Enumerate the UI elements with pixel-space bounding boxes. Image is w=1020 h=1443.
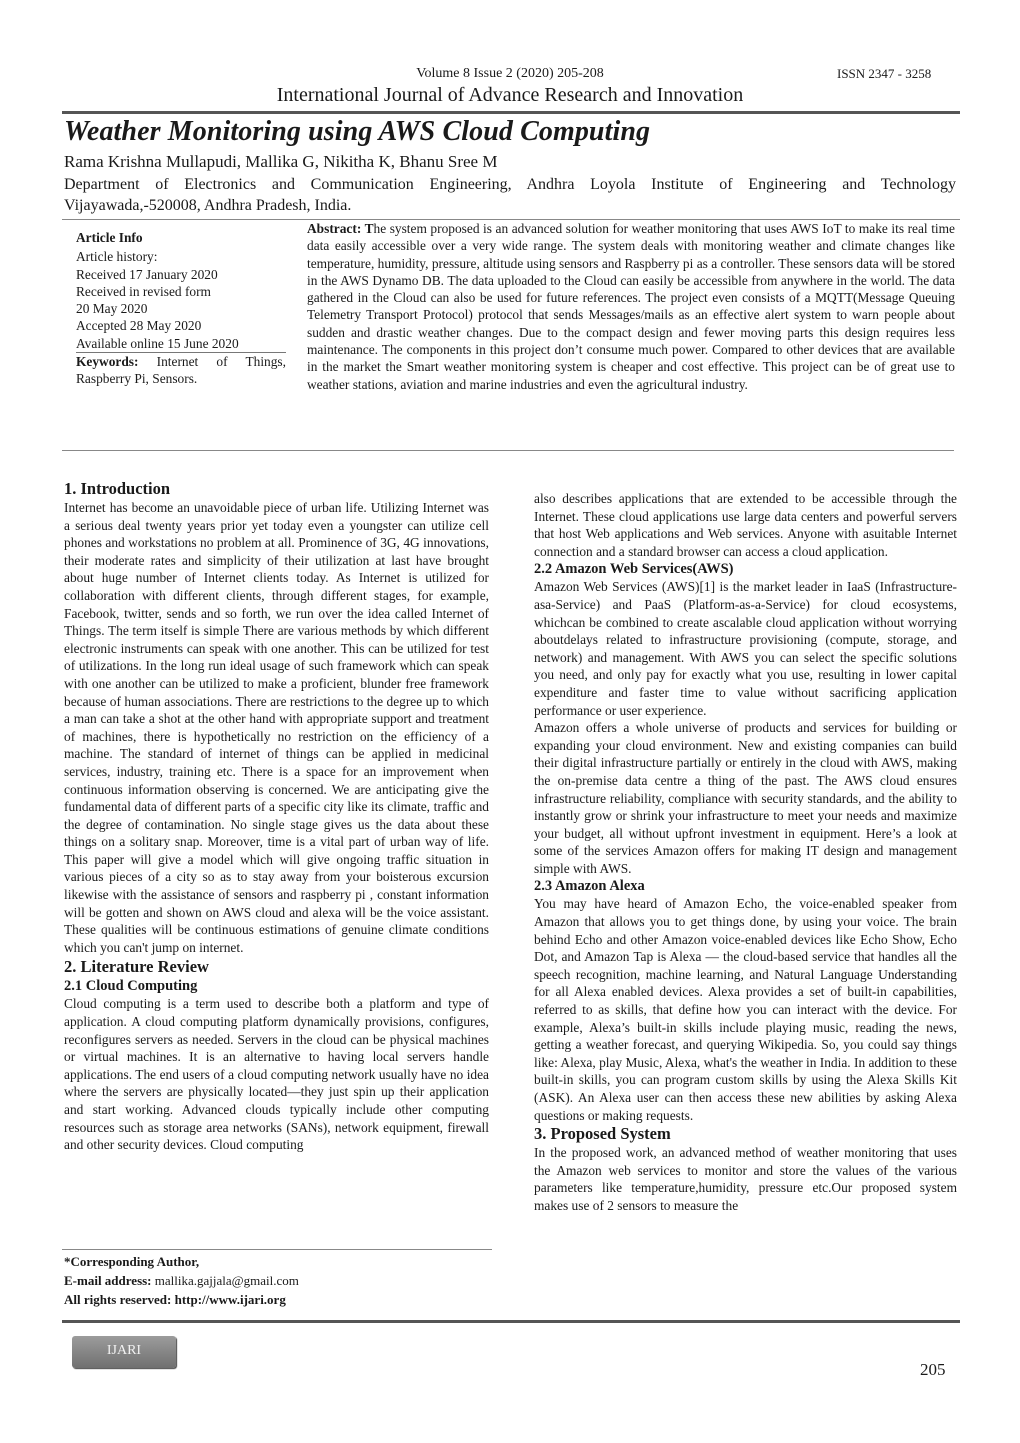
authors: Rama Krishna Mullapudi, Mallika G, Nikitha K, Bhanu Sree M xyxy=(64,152,498,171)
affiliation: Department of Electronics and Communication Engineering, Andhra Loyola Institute of Engineering and Technology Vijayawada,-520008, Andhra Pradesh, India. xyxy=(64,176,956,214)
online-date: Available online 15 June 2020 xyxy=(76,335,286,353)
intro-text: Internet has become an unavoidable piece of urban life. Utilizing Internet was a serious deal twenty years prior yet today even a youngster can utilize cell phones and workstations no problem at all. Prominence of 3G, 4G innovations, their moderate rates and simplicity of their utilization at last have brought about huge number of Internet clients today. As Internet is utilized for collaboration with different clients, through different stages, for example, Facebook, twitter, sends and so forth, we run over the idea called Internet of Things. The term itself is simple There are various methods by which different electronic instruments can speak with one another. This can be utilized for test of utilizations. In the long run ideal usage of such framework which can speak with one another can be utilized to make a proficient, blunder free framework because of human associations. There are restrictions to the degree up to which a man can take a shot at the other hand with appropriate support and treatment of machines, there is hypothetically no restriction on the efficiency of a machine. The standard of internet of things can be applied in medicinal services, industry, training etc. There is a space for an improvement when continuous information observing is concerned. We are anticipating give the fundamental data of different parts of a specific city like its climate, traffic and the degree of contamination. No single stage gives us the data about these things on a solitary snap. Moreover, time is a vital part of urban way of life. This paper will give a model which will give ongoing traffic situation in various pieces of a city so as to stay away from your boisterous excursion likewise with the assistance of sensors and raspberry pi , constant information will be gotten and shown on AWS cloud and alexa will be the voice assistant. These qualities will be continuous estimations of genuine climate conditions which you can't jump on internet. xyxy=(64,500,489,955)
paper-title: Weather Monitoring using AWS Cloud Computing xyxy=(64,116,651,147)
bottom-rule xyxy=(62,1320,960,1323)
rights-label: All rights reserved: xyxy=(64,1292,172,1307)
revised-date: 20 May 2020 xyxy=(76,301,148,317)
lit-review-heading: 2. Literature Review xyxy=(64,957,209,977)
cloud-text-continued: also describes applications that are extended to be accessible through the Internet. These cloud applications use large data centers and powerful servers that host Web applications and Web services. Anyone with asuitable Internet connection and a standard browser can access a cloud application. xyxy=(534,491,957,559)
abstract-text: he system proposed is an advanced solution for weather monitoring that uses AWS IoT to make its real time data easily accessible over a very wide range. The system deals with monitoring weather and climate changes like temperature, humidity, pressure, altitude using sensors and Raspberry pi as a controller. These sensors data will be stored in the AWS Dynamo DB. The data uploaded to the Cloud can easily be accessible from anywhere in the world. The data gathered in the Cloud can also be used for future references. The project even consists of a MQTT(Message Queuing Telemetry Transport Protocol) protocol that sends Messages/mails as an effective alert system to warn people about sudden and drastic weather changes. Due to the compact design and fewer moving parts this design requires less maintenance. The components in this project don’t consume much power. Compared to other devices that are available in the market the Smart weather monitoring system is cheaper and cost effective. This project can be of great use to weather stations, aviation and marine industries and even the agricultural industry. xyxy=(307,221,955,392)
keywords-text: Internet of Things, Raspberry Pi, Sensors. xyxy=(76,354,286,387)
column-left xyxy=(64,479,489,1154)
issn: ISSN 2347 - 3258 xyxy=(837,66,932,81)
cloud-text: Cloud computing is a term used to describe both a platform and type of application. A cloud computing platform dynamically provisions, configures, reconfigures servers as needed. Servers in the cloud can be physical machines or virtual machines. It is an alternative to having local servers handle applications. The end users of a cloud computing network usually have no idea where the servers are physically located—they just spin up their application and start working. Advanced clouds typically include other computing resources such as storage area networks (SANs), network equipment, firewall and other security devices. Cloud computing xyxy=(64,996,489,1153)
alexa-heading: 2.3 Amazon Alexa xyxy=(534,878,645,895)
alexa-text: You may have heard of Amazon Echo, the voice-enabled speaker from Amazon that allows you to get things done, by using your voice. The brain behind Echo and other Amazon voice-enabled devices like Echo Show, Echo Dot, and Amazon Tap is Alexa — the cloud-based service that handles all the speech recognition, machine learning, and Natural Language Understanding for all Alexa enabled devices. Alexa provides a set of built-in capabilities, referred to as skills, that define how you can interact with the device. For example, Alexa’s built-in skills include playing music, reading the news, getting a weather forecast, and querying Wikipedia. So, you could say things like: Alexa, play Music, Alexa, what's the weather in India. In addition to these built-in skills, you can program custom skills by using the Alexa Skills Kit (ASK). An Alexa user can then access these new abilities by asking Alexa questions or making requests. xyxy=(534,896,957,1123)
email-label: E-mail address: xyxy=(64,1273,152,1288)
proposed-text: In the proposed work, an advanced method of weather monitoring that uses the Amazon web services to monitor and store the values of the various parameters like temperature,humidity, pressure etc.Our proposed system makes use of 2 sensors to measure the xyxy=(534,1145,957,1213)
journal-name: International Journal of Advance Research and Innovation xyxy=(276,84,744,106)
email-address[interactable]: mallika.gajjala@gmail.com xyxy=(154,1273,299,1288)
aws-text-1: Amazon Web Services (AWS)[1] is the market leader in IaaS (Infrastructure-asa-Service) and PaaS (Platform-as-a-Service) for cloud ecosystems, whichcan be combined to create ascalable cloud application without worrying aboutdelays related to infrastructure provisioning (compute, storage, and network) and management. With AWS you can select the specific solutions you need, and only pay for exactly what you use, resulting in lower capital expenditure and faster time to value without sacrificing application performance or user experience. xyxy=(534,579,957,718)
history-label: Article history: xyxy=(76,249,158,265)
email-line xyxy=(64,1271,299,1290)
footnote-divider xyxy=(62,1249,492,1250)
corresponding-label: *Corresponding Author, xyxy=(64,1254,200,1269)
proposed-heading: 3. Proposed System xyxy=(534,1124,671,1144)
abstract-label: Abstract: T xyxy=(307,221,374,236)
abstract-divider xyxy=(62,450,954,451)
top-rule xyxy=(62,111,960,114)
page-number: 205 xyxy=(920,1360,946,1379)
revised-label: Received in revised form xyxy=(76,283,211,299)
cloud-heading: 2.1 Cloud Computing xyxy=(64,978,198,995)
abstract xyxy=(307,220,955,393)
column-right xyxy=(534,490,957,1215)
corresponding-info xyxy=(64,1252,299,1309)
article-info-heading: Article Info xyxy=(76,230,143,245)
keywords-label: Keywords: xyxy=(76,354,139,370)
received-date: Received 17 January 2020 xyxy=(76,266,218,282)
volume-info: Volume 8 Issue 2 (2020) 205-208 xyxy=(416,66,604,81)
rights-url[interactable]: http://www.ijari.org xyxy=(174,1292,286,1307)
accepted-date: Accepted 28 May 2020 xyxy=(76,318,202,334)
rights-line xyxy=(64,1290,299,1309)
article-info xyxy=(76,229,286,388)
intro-heading: 1. Introduction xyxy=(64,479,171,498)
journal-badge: IJARI xyxy=(72,1336,176,1368)
aws-text-2: Amazon offers a whole universe of products and services for building or expanding your cloud environment. New and existing companies can build their digital infrastructure partially or entirely in the cloud with AWS, making the on-premise data centre a thing of the past. The AWS cloud ensures infrastructure reliability, compliance with security standards, and the ability to instantly grow or shrink your infrastructure to meet your needs and maximize your budget, all without upfront investment in equipment. Here’s a look at some of the services Amazon offers for making IT design and management simple with AWS. xyxy=(534,720,957,876)
aws-heading: 2.2 Amazon Web Services(AWS) xyxy=(534,561,734,578)
keywords xyxy=(76,353,286,388)
